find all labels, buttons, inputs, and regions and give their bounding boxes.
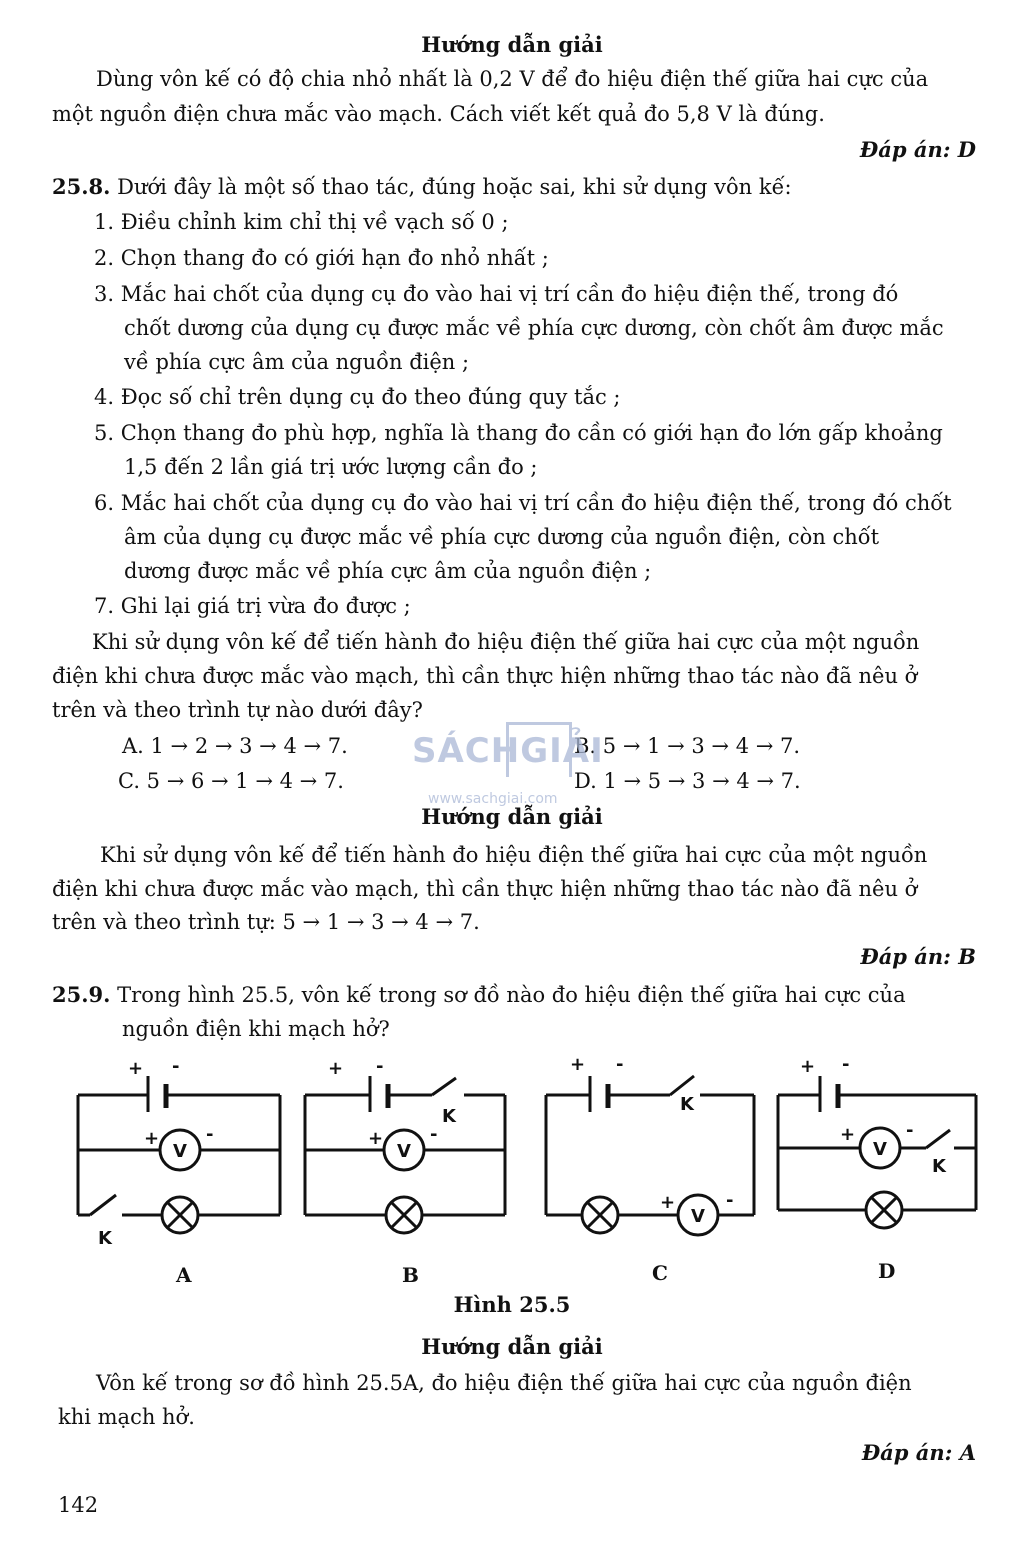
question-text-line: trên và theo trình tự nào dưới đây? bbox=[52, 698, 423, 722]
voltmeter-label: V bbox=[873, 1139, 887, 1160]
list-item-continuation: dương được mắc về phía cực âm của nguồn điện ; bbox=[124, 559, 652, 583]
figure-label-b: B bbox=[402, 1263, 419, 1287]
solution-text-line: Vôn kế trong sơ đồ hình 25.5A, đo hiệu điện thế giữa hai cực của nguồn điện bbox=[96, 1371, 912, 1395]
circuit-figure-25-5 bbox=[60, 1040, 990, 1300]
figure-label-c: C bbox=[652, 1261, 668, 1285]
list-item: 6. Mắc hai chốt của dụng cụ đo vào hai vị trí cần đo hiệu điện thế, trong đó chốt bbox=[94, 491, 952, 515]
figure-caption: Hình 25.5 bbox=[453, 1292, 571, 1317]
solution-heading-1: Hướng dẫn giải bbox=[421, 32, 603, 57]
list-item: 2. Chọn thang đo có giới hạn đo nhỏ nhất ; bbox=[94, 246, 549, 270]
list-item: 1. Điều chỉnh kim chỉ thị về vạch số 0 ; bbox=[94, 210, 509, 234]
solution-text-line: trên và theo trình tự: 5 → 1 → 3 → 4 → 7. bbox=[52, 910, 480, 934]
switch-label: K bbox=[98, 1228, 112, 1249]
minus-sign: - bbox=[376, 1056, 384, 1077]
solution-text-line: khi mạch hở. bbox=[58, 1405, 195, 1429]
plus-sign: + bbox=[368, 1128, 384, 1149]
list-item-continuation: chốt dương của dụng cụ được mắc về phía cực dương, còn chốt âm được mắc bbox=[124, 316, 944, 340]
option-c: C. 5 → 6 → 1 → 4 → 7. bbox=[118, 769, 344, 793]
list-item-continuation: về phía cực âm của nguồn điện ; bbox=[124, 350, 470, 374]
voltmeter-label: V bbox=[173, 1141, 187, 1162]
question-text-line: điện khi chưa được mắc vào mạch, thì cần thực hiện những thao tác nào đã nêu ở bbox=[52, 664, 918, 688]
list-item: 4. Đọc số chỉ trên dụng cụ đo theo đúng quy tắc ; bbox=[94, 385, 621, 409]
question-text-line: Khi sử dụng vôn kế để tiến hành đo hiệu điện thế giữa hai cực của một nguồn bbox=[92, 630, 920, 654]
solution-text-line: Dùng vôn kế có độ chia nhỏ nhất là 0,2 V để đo hiệu điện thế giữa hai cực của bbox=[96, 67, 929, 91]
solution-text-line: Khi sử dụng vôn kế để tiến hành đo hiệu điện thế giữa hai cực của một nguồn bbox=[100, 843, 928, 867]
question-text: Trong hình 25.5, vôn kế trong sơ đồ nào đo hiệu điện thế giữa hai cực của bbox=[117, 983, 906, 1007]
plus-sign: + bbox=[128, 1058, 144, 1079]
plus-sign: + bbox=[570, 1054, 586, 1075]
solution-text-line: một nguồn điện chưa mắc vào mạch. Cách viết kết quả đo 5,8 V là đúng. bbox=[52, 102, 825, 126]
watermark-logo bbox=[412, 722, 612, 812]
answer-label: Đáp án: B bbox=[860, 944, 976, 969]
plus-sign: + bbox=[144, 1128, 160, 1149]
list-item: 5. Chọn thang đo phù hợp, nghĩa là thang đo cần có giới hạn đo lớn gấp khoảng bbox=[94, 421, 943, 445]
list-item: 3. Mắc hai chốt của dụng cụ đo vào hai vị trí cần đo hiệu điện thế, trong đó bbox=[94, 282, 899, 306]
list-item-continuation: âm của dụng cụ được mắc về phía cực dương của nguồn điện, còn chốt bbox=[124, 525, 880, 549]
watermark-brand: SÁCHGIẢI bbox=[412, 731, 604, 771]
question-25-9-line bbox=[52, 978, 906, 1012]
switch-label: K bbox=[442, 1106, 456, 1127]
answer-label: Đáp án: D bbox=[859, 137, 976, 162]
voltmeter-label: V bbox=[397, 1141, 411, 1162]
answer-label: Đáp án: A bbox=[861, 1440, 976, 1465]
question-number: 25.8. bbox=[52, 174, 111, 199]
option-a: A. 1 → 2 → 3 → 4 → 7. bbox=[122, 734, 348, 758]
minus-sign: - bbox=[726, 1190, 734, 1211]
solution-heading-2: Hướng dẫn giải bbox=[421, 804, 603, 829]
solution-heading-3: Hướng dẫn giải bbox=[421, 1334, 603, 1359]
option-b: B. 5 → 1 → 3 → 4 → 7. bbox=[574, 734, 801, 758]
voltmeter-label: V bbox=[691, 1206, 705, 1227]
switch-label: K bbox=[680, 1094, 694, 1115]
minus-sign: - bbox=[206, 1124, 214, 1145]
question-25-8-intro bbox=[52, 170, 792, 204]
figure-label-a: A bbox=[176, 1263, 192, 1287]
page-number: 142 bbox=[58, 1493, 99, 1517]
question-text-line: nguồn điện khi mạch hở? bbox=[122, 1017, 390, 1041]
plus-sign: + bbox=[800, 1056, 816, 1077]
circuit-c bbox=[546, 1076, 754, 1235]
figure-label-d: D bbox=[878, 1259, 896, 1283]
minus-sign: - bbox=[172, 1056, 180, 1077]
plus-sign: + bbox=[840, 1124, 856, 1145]
question-intro-text: Dưới đây là một số thao tác, đúng hoặc sai, khi sử dụng vôn kế: bbox=[117, 175, 792, 199]
solution-text-line: điện khi chưa được mắc vào mạch, thì cần thực hiện những thao tác nào đã nêu ở bbox=[52, 877, 918, 901]
option-d: D. 1 → 5 → 3 → 4 → 7. bbox=[574, 769, 801, 793]
plus-sign: + bbox=[328, 1058, 344, 1079]
plus-sign: + bbox=[660, 1192, 676, 1213]
minus-sign: - bbox=[906, 1120, 914, 1141]
minus-sign: - bbox=[616, 1054, 624, 1075]
switch-label: K bbox=[932, 1156, 946, 1177]
list-item-continuation: 1,5 đến 2 lần giá trị ước lượng cần đo ; bbox=[124, 455, 538, 479]
minus-sign: - bbox=[430, 1124, 438, 1145]
question-number: 25.9. bbox=[52, 982, 111, 1007]
list-item: 7. Ghi lại giá trị vừa đo được ; bbox=[94, 594, 411, 618]
minus-sign: - bbox=[842, 1054, 850, 1075]
watermark-url: www.sachgiai.com bbox=[428, 791, 558, 807]
